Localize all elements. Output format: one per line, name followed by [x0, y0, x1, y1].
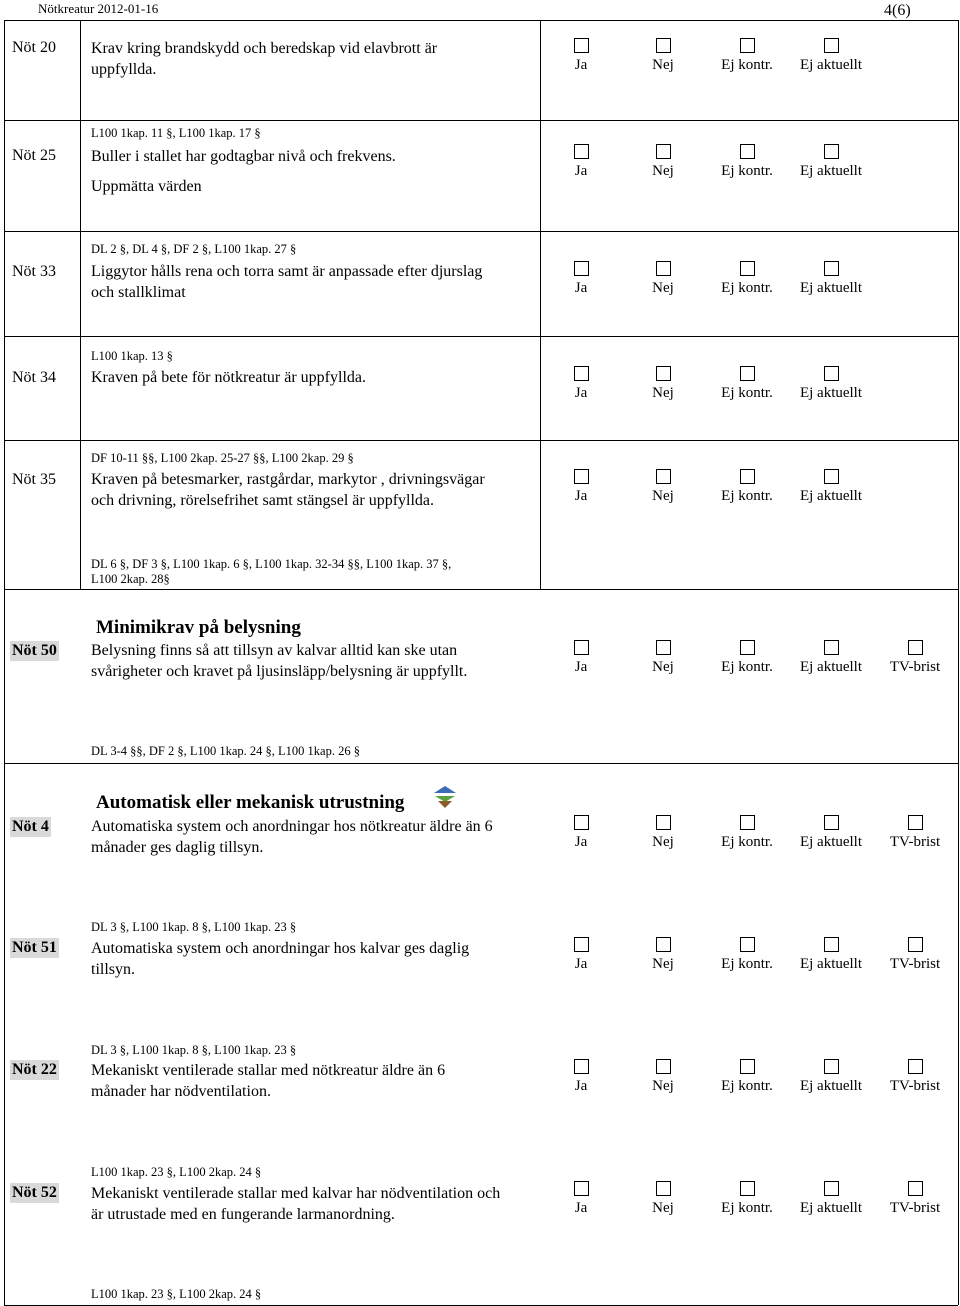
option-ja[interactable]: [536, 937, 626, 973]
option-label: Ja: [574, 659, 588, 675]
legal-reference: [91, 1043, 531, 1058]
checkbox-nej[interactable]: [656, 261, 671, 276]
requirement-text-line: Krav kring brandskydd och beredskap vid elavbrott är: [91, 40, 438, 57]
table-border: [4, 440, 958, 441]
option-tv-brist[interactable]: [870, 815, 960, 851]
requirement-text-line: Automatiska system och anordningar hos nötkreatur äldre än 6: [91, 818, 493, 835]
option-nej[interactable]: [618, 366, 708, 402]
option-label: Ej kontr.: [721, 834, 773, 850]
checkbox-nej[interactable]: [656, 144, 671, 159]
legal-reference: [91, 1165, 531, 1180]
option-label: Nej: [652, 659, 674, 675]
checkbox-ej-aktuellt[interactable]: [824, 261, 839, 276]
row-id: Nöt 52: [12, 1184, 57, 1201]
option-label: TV-brist: [889, 956, 941, 972]
checkbox-ej-kontr[interactable]: [740, 815, 755, 830]
checkbox-tv-brist[interactable]: [908, 640, 923, 655]
option-ja[interactable]: [536, 366, 626, 402]
requirement-text: [91, 261, 536, 303]
requirement-text-line: tillsyn.: [91, 961, 136, 978]
checkbox-tv-brist[interactable]: [908, 1059, 923, 1074]
legal-reference-line: L100 1kap. 11 §, L100 1kap. 17 §: [91, 126, 261, 140]
requirement-text-line: Uppmätta värden: [91, 178, 202, 195]
option-label: Nej: [652, 57, 674, 73]
requirement-text-line: månader ges daglig tillsyn.: [91, 839, 264, 856]
row-id: Nöt 35: [12, 471, 56, 488]
table-border: [4, 589, 958, 590]
option-ej-kontr[interactable]: [702, 469, 792, 505]
row-id: Nöt 22: [12, 1061, 57, 1078]
legal-reference-line: L100 1kap. 23 §, L100 2kap. 24 §: [91, 1165, 262, 1179]
option-ja[interactable]: [536, 469, 626, 505]
checkbox-ja[interactable]: [574, 1181, 589, 1196]
legal-reference: [91, 920, 531, 935]
option-label: Nej: [652, 956, 674, 972]
legal-reference-line: DL 3 §, L100 1kap. 8 §, L100 1kap. 23 §: [91, 1043, 297, 1057]
requirement-text: [91, 640, 536, 682]
option-label: Ej kontr.: [721, 57, 773, 73]
option-ej-kontr[interactable]: [702, 144, 792, 180]
checkbox-ja[interactable]: [574, 815, 589, 830]
legal-reference: [91, 744, 531, 759]
checkbox-ej-aktuellt[interactable]: [824, 1181, 839, 1196]
row-id: Nöt 33: [12, 263, 56, 280]
checkbox-ja[interactable]: [574, 1059, 589, 1074]
requirement-text: [91, 146, 536, 197]
row-id: Nöt 20: [12, 39, 56, 56]
option-tv-brist[interactable]: [870, 640, 960, 676]
requirement-text-line: och stallklimat: [91, 284, 186, 301]
option-ej-aktuellt[interactable]: [786, 640, 876, 676]
checkbox-ej-aktuellt[interactable]: [824, 144, 839, 159]
checkbox-ej-aktuellt[interactable]: [824, 640, 839, 655]
checkbox-ej-aktuellt[interactable]: [824, 1059, 839, 1074]
option-label: Nej: [652, 1078, 674, 1094]
option-ej-kontr[interactable]: [702, 1059, 792, 1095]
option-nej[interactable]: [618, 261, 708, 297]
requirement-text-line: uppfyllda.: [91, 61, 157, 78]
option-label: Nej: [652, 163, 674, 179]
requirement-text: [91, 938, 536, 980]
checkbox-tv-brist[interactable]: [908, 815, 923, 830]
requirement-text: [91, 1060, 536, 1102]
option-label: Ja: [574, 956, 588, 972]
checkbox-ej-kontr[interactable]: [740, 937, 755, 952]
option-ej-aktuellt[interactable]: [786, 815, 876, 851]
checkbox-nej[interactable]: [656, 38, 671, 53]
option-label: Ej kontr.: [721, 488, 773, 504]
option-label: Ja: [574, 57, 588, 73]
option-label: Ej aktuellt: [799, 834, 863, 850]
option-label: Ja: [574, 1078, 588, 1094]
option-ej-kontr[interactable]: [702, 1181, 792, 1217]
legal-reference-line: DF 10-11 §§, L100 2kap. 25-27 §§, L100 2kap. 29 §: [91, 451, 354, 465]
table-border: [4, 763, 958, 764]
requirement-text: [91, 816, 536, 858]
checkbox-ja[interactable]: [574, 144, 589, 159]
checkbox-ja[interactable]: [574, 38, 589, 53]
option-tv-brist[interactable]: [870, 937, 960, 973]
option-label: Ej aktuellt: [799, 956, 863, 972]
option-label: Ja: [574, 385, 588, 401]
row-id: Nöt 50: [12, 642, 57, 659]
requirement-text: [91, 367, 536, 388]
requirement-text: [91, 1183, 536, 1225]
legal-reference: [91, 126, 531, 141]
row-id: Nöt 51: [12, 939, 57, 956]
option-ej-kontr[interactable]: [702, 937, 792, 973]
option-ja[interactable]: [536, 144, 626, 180]
option-label: Ej kontr.: [721, 385, 773, 401]
requirement-text: [91, 38, 536, 80]
option-label: Ej kontr.: [721, 1200, 773, 1216]
option-ej-kontr[interactable]: [702, 815, 792, 851]
option-nej[interactable]: [618, 937, 708, 973]
checkbox-nej[interactable]: [656, 937, 671, 952]
option-nej[interactable]: [618, 469, 708, 505]
checkbox-ej-kontr[interactable]: [740, 1059, 755, 1074]
checkbox-ej-kontr[interactable]: [740, 469, 755, 484]
checkbox-nej[interactable]: [656, 815, 671, 830]
option-nej[interactable]: [618, 640, 708, 676]
option-label: Ja: [574, 834, 588, 850]
table-border: [4, 20, 958, 21]
checkbox-ej-aktuellt[interactable]: [824, 38, 839, 53]
checkbox-ej-kontr[interactable]: [740, 38, 755, 53]
checkbox-ej-aktuellt[interactable]: [824, 366, 839, 381]
agency-logo-icon: [432, 784, 458, 810]
requirement-text-line: Liggytor hålls rena och torra samt är anpassade efter djurslag: [91, 263, 483, 280]
option-label: Ej aktuellt: [799, 385, 863, 401]
checkbox-tv-brist[interactable]: [908, 1181, 923, 1196]
requirement-text-line: Mekaniskt ventilerade stallar med nötkreatur äldre än 6: [91, 1062, 446, 1079]
option-ja[interactable]: [536, 38, 626, 74]
requirement-text: [91, 469, 536, 511]
checkbox-tv-brist[interactable]: [908, 937, 923, 952]
legal-reference-line: L100 2kap. 28§: [91, 572, 170, 586]
requirement-text-line: Buller i stallet har godtagbar nivå och frekvens.: [91, 148, 396, 165]
checkbox-nej[interactable]: [656, 1059, 671, 1074]
legal-reference: [91, 242, 531, 257]
checkbox-ej-aktuellt[interactable]: [824, 469, 839, 484]
legal-reference: [91, 557, 531, 587]
section-title: Minimikrav på belysning: [96, 617, 301, 638]
option-ej-aktuellt[interactable]: [786, 1181, 876, 1217]
option-label: Ej kontr.: [721, 280, 773, 296]
option-ja[interactable]: [536, 1059, 626, 1095]
option-label: Nej: [652, 488, 674, 504]
checkbox-ej-kontr[interactable]: [740, 640, 755, 655]
option-label: Ej aktuellt: [799, 280, 863, 296]
header-title: Nötkreatur 2012-01-16: [38, 1, 159, 16]
option-label: Ej kontr.: [721, 659, 773, 675]
option-label: Ej aktuellt: [799, 1078, 863, 1094]
option-tv-brist[interactable]: [870, 1059, 960, 1095]
option-label: Ej aktuellt: [799, 163, 863, 179]
option-label: Ej kontr.: [721, 163, 773, 179]
requirement-text-line: månader har nödventilation.: [91, 1083, 271, 1100]
checkbox-ej-aktuellt[interactable]: [824, 937, 839, 952]
option-label: TV-brist: [889, 834, 941, 850]
row-id: Nöt 34: [12, 369, 56, 386]
option-label: Ja: [574, 488, 588, 504]
option-ej-kontr[interactable]: [702, 38, 792, 74]
option-ja[interactable]: [536, 1181, 626, 1217]
checkbox-ej-aktuellt[interactable]: [824, 815, 839, 830]
option-label: Nej: [652, 834, 674, 850]
requirement-text-line: är utrustade med en fungerande larmanordning.: [91, 1206, 395, 1223]
checkbox-ja[interactable]: [574, 366, 589, 381]
legal-reference-line: DL 6 §, DF 3 §, L100 1kap. 6 §, L100 1kap. 32-34 §§, L100 1kap. 37 §,: [91, 557, 452, 571]
option-ej-aktuellt[interactable]: [786, 261, 876, 297]
option-ja[interactable]: [536, 640, 626, 676]
table-border: [4, 336, 958, 337]
section-title: Automatisk eller mekanisk utrustning: [96, 792, 405, 813]
option-label: Nej: [652, 1200, 674, 1216]
table-border: [4, 120, 958, 121]
legal-reference: [91, 349, 531, 364]
option-label: Ej aktuellt: [799, 57, 863, 73]
option-label: Ej kontr.: [721, 1078, 773, 1094]
checkbox-nej[interactable]: [656, 1181, 671, 1196]
requirement-text-line: Automatiska system och anordningar hos kalvar ges daglig: [91, 940, 470, 957]
table-border: [80, 20, 81, 589]
option-ej-aktuellt[interactable]: [786, 1059, 876, 1095]
option-nej[interactable]: [618, 815, 708, 851]
option-ej-aktuellt[interactable]: [786, 38, 876, 74]
legal-reference-line: DL 3-4 §§, DF 2 §, L100 1kap. 24 §, L100 1kap. 26 §: [91, 744, 360, 758]
checkbox-ej-kontr[interactable]: [740, 261, 755, 276]
checkbox-nej[interactable]: [656, 469, 671, 484]
checkbox-ej-kontr[interactable]: [740, 144, 755, 159]
requirement-text-line: Mekaniskt ventilerade stallar med kalvar har nödventilation och: [91, 1185, 501, 1202]
legal-reference: [91, 1287, 531, 1302]
requirement-text-line: svårigheter och kravet på ljusinsläpp/belysning är uppfyllt.: [91, 663, 468, 680]
option-nej[interactable]: [618, 144, 708, 180]
table-border: [4, 231, 958, 232]
option-nej[interactable]: [618, 1181, 708, 1217]
row-id: Nöt 4: [12, 818, 49, 835]
option-label: Ja: [574, 1200, 588, 1216]
option-label: Nej: [652, 385, 674, 401]
row-id: Nöt 25: [12, 147, 56, 164]
requirement-text-line: Kraven på bete för nötkreatur är uppfyllda.: [91, 369, 366, 386]
option-label: Ej aktuellt: [799, 488, 863, 504]
legal-reference: [91, 451, 531, 466]
option-nej[interactable]: [618, 1059, 708, 1095]
option-label: Ej aktuellt: [799, 1200, 863, 1216]
table-border: [4, 20, 5, 1305]
requirement-text-line: Belysning finns så att tillsyn av kalvar alltid kan ske utan: [91, 642, 458, 659]
option-ej-kontr[interactable]: [702, 366, 792, 402]
checkbox-ej-kontr[interactable]: [740, 1181, 755, 1196]
checkbox-nej[interactable]: [656, 640, 671, 655]
checkbox-ja[interactable]: [574, 261, 589, 276]
legal-reference-line: L100 1kap. 23 §, L100 2kap. 24 §: [91, 1287, 262, 1301]
option-ej-kontr[interactable]: [702, 261, 792, 297]
option-ej-aktuellt[interactable]: [786, 937, 876, 973]
option-nej[interactable]: [618, 38, 708, 74]
checkbox-nej[interactable]: [656, 366, 671, 381]
option-label: Nej: [652, 280, 674, 296]
option-label: TV-brist: [889, 659, 941, 675]
option-ja[interactable]: [536, 815, 626, 851]
option-tv-brist[interactable]: [870, 1181, 960, 1217]
option-ej-kontr[interactable]: [702, 640, 792, 676]
option-ej-aktuellt[interactable]: [786, 366, 876, 402]
page-number: 4(6): [884, 2, 911, 19]
legal-reference-line: DL 2 §, DL 4 §, DF 2 §, L100 1kap. 27 §: [91, 242, 297, 256]
checkbox-ej-kontr[interactable]: [740, 366, 755, 381]
option-ej-aktuellt[interactable]: [786, 144, 876, 180]
legal-reference-line: DL 3 §, L100 1kap. 8 §, L100 1kap. 23 §: [91, 920, 297, 934]
option-label: TV-brist: [889, 1078, 941, 1094]
checkbox-ja[interactable]: [574, 937, 589, 952]
requirement-text-line: Kraven på betesmarker, rastgårdar, markytor , drivningsvägar: [91, 471, 485, 488]
checkbox-ja[interactable]: [574, 469, 589, 484]
option-ja[interactable]: [536, 261, 626, 297]
checkbox-ja[interactable]: [574, 640, 589, 655]
requirement-text-line: och drivning, rörelsefrihet samt stängsel är uppfyllda.: [91, 492, 435, 509]
option-label: Ej aktuellt: [799, 659, 863, 675]
option-label: TV-brist: [889, 1200, 941, 1216]
option-ej-aktuellt[interactable]: [786, 469, 876, 505]
legal-reference-line: L100 1kap. 13 §: [91, 349, 173, 363]
option-label: Ej kontr.: [721, 956, 773, 972]
option-label: Ja: [574, 163, 588, 179]
option-label: Ja: [574, 280, 588, 296]
